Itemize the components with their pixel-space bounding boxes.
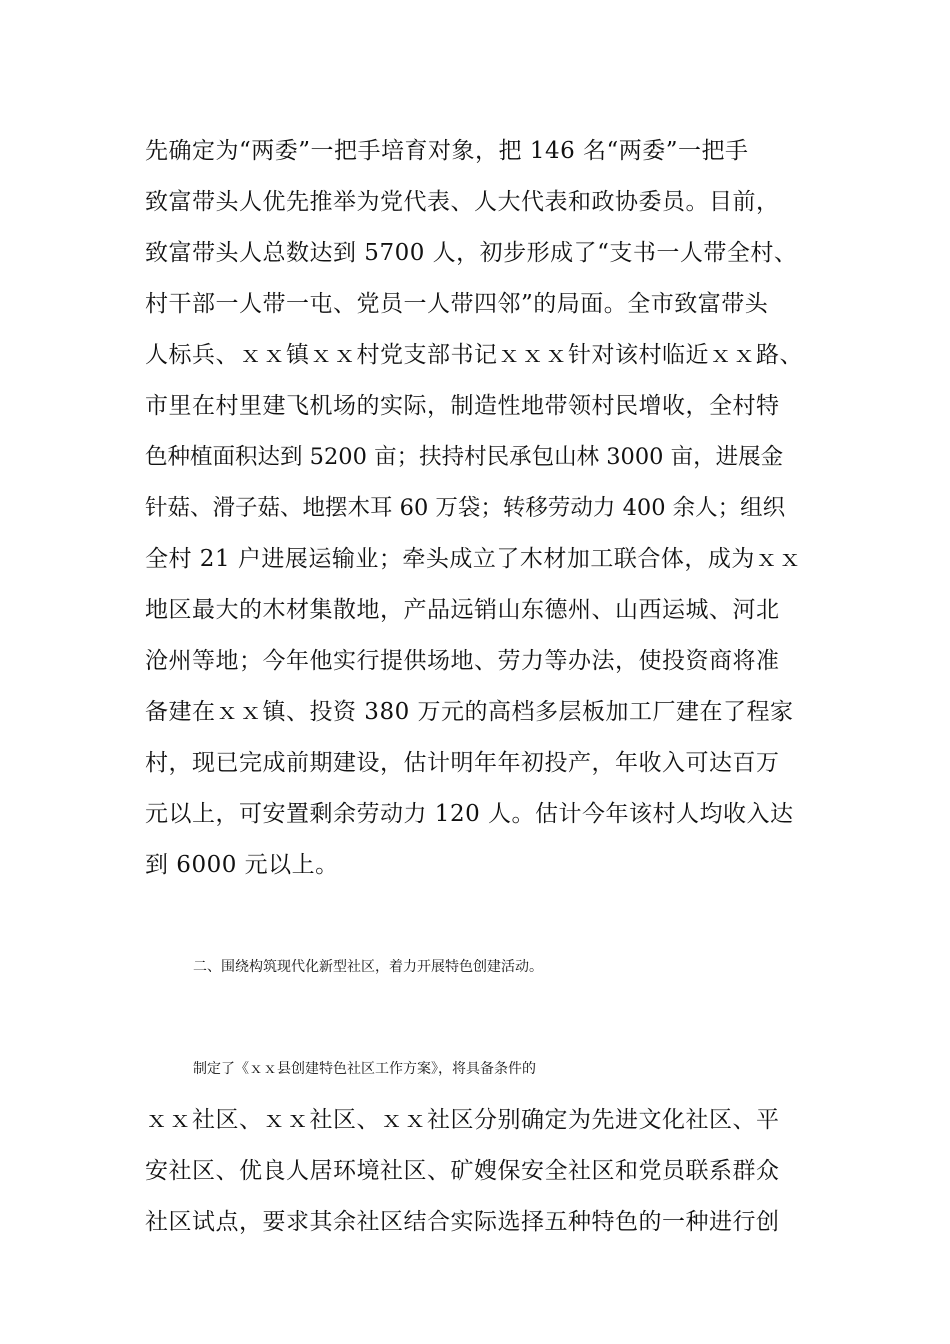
paragraph-2-line: 安社区、优良人居环境社区、矿嫂保安全社区和党员联系群众 (145, 1158, 780, 1184)
paragraph-1-line: 元以上，可安置剩余劳动力 120 人。估计今年该村人均收入达 (145, 801, 794, 827)
paragraph-1-line: 地区最大的木材集散地，产品远销山东德州、山西运城、河北 (145, 597, 780, 623)
paragraph-1-line: 村干部一人带一屯、党员一人带四邻”的局面。全市致富带头 (145, 291, 769, 317)
paragraph-2-line: 社区试点，要求其余社区结合实际选择五种特色的一种进行创 (145, 1209, 780, 1235)
paragraph-1-line: 市里在村里建飞机场的实际，制造性地带领村民增收，全村特 (145, 393, 780, 419)
paragraph-1-line: 到 6000 元以上。 (145, 852, 339, 878)
paragraph-1-line: 针菇、滑子菇、地摆木耳 60 万袋；转移劳动力 400 余人；组织 (145, 495, 786, 521)
paragraph-1-line: 先确定为“两委”一把手培育对象，把 146 名“两委”一把手 (145, 138, 749, 164)
paragraph-1-line: 备建在ｘｘ镇、投资 380 万元的高档多层板加工厂建在了程家 (145, 699, 794, 725)
paragraph-2-line: ｘｘ社区、ｘｘ社区、ｘｘ社区分别确定为先进文化社区、平 (145, 1107, 780, 1133)
paragraph-1-line: 村，现已完成前期建设，估计明年年初投产，年收入可达百万 (145, 750, 780, 776)
paragraph-1-line: 致富带头人总数达到 5700 人，初步形成了“支书一人带全村、 (145, 240, 798, 266)
paragraph-2-line: 制定了《ｘｘ县创建特色社区工作方案》，将具备条件的 (193, 1061, 536, 1077)
section-heading: 二、围绕构筑现代化新型社区，着力开展特色创建活动。 (193, 959, 543, 975)
paragraph-1-line: 沧州等地；今年他实行提供场地、劳力等办法，使投资商将准 (145, 648, 780, 674)
paragraph-1-line: 全村 21 户进展运输业；牵头成立了木材加工联合体，成为ｘｘ (145, 546, 802, 572)
paragraph-1-line: 人标兵、ｘｘ镇ｘｘ村党支部书记ｘｘｘ针对该村临近ｘｘ路、 (145, 342, 803, 368)
paragraph-1-line: 致富带头人优先推举为党代表、人大代表和政协委员。目前， (145, 189, 780, 215)
paragraph-1-line: 色种植面积达到 5200 亩；扶持村民承包山林 3000 亩，进展金 (145, 444, 784, 470)
